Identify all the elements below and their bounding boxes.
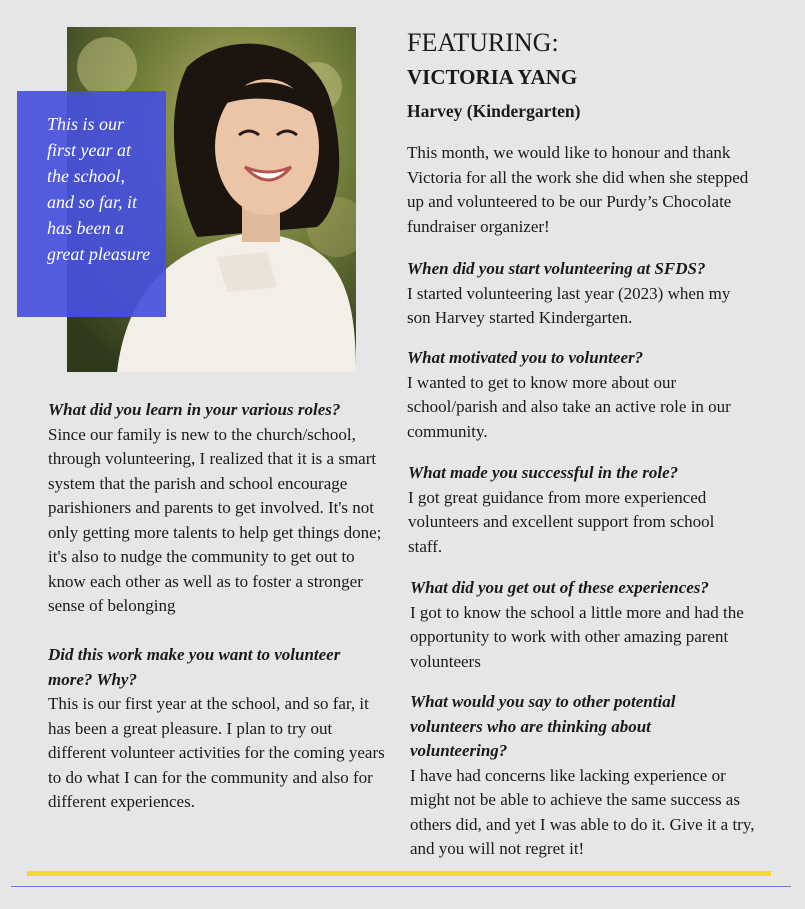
child-name: Harvey (Kindergarten)	[407, 101, 581, 121]
volunteer-name: VICTORIA YANG	[407, 65, 578, 89]
answer: I got great guidance from more experienced volunteers and excellent support from school staff.	[408, 487, 715, 556]
answer: I wanted to get to know more about our school/parish and also take an active role in our community.	[407, 372, 731, 441]
qa-left-1	[48, 643, 388, 815]
intro-text: This month, we would like to honour and thank Victoria for all the work she did when she stepped up and volunteered to be our Purdy’s Chocolate fundraiser organizer!	[407, 143, 749, 236]
question: What did you get out of these experiences?	[410, 578, 709, 597]
answer: I started volunteering last year (2023) when my son Harvey started Kindergarten.	[407, 283, 731, 327]
question: When did you start volunteering at SFDS?	[407, 259, 706, 278]
pull-quote-box	[17, 91, 166, 317]
qa-right-3	[410, 576, 755, 674]
question: What would you say to other potential volunteers who are thinking about volunteering?	[410, 692, 676, 760]
question: What did you learn in your various roles?	[48, 400, 341, 419]
answer: I have had concerns like lacking experience or might not be able to achieve the same success as others did, and yet I was able to do it. Give it a try, and you will not regret it!	[410, 765, 755, 858]
question: Did this work make you want to volunteer more? Why?	[48, 645, 341, 689]
intro-block	[407, 141, 752, 239]
qa-left-0	[48, 398, 383, 619]
qa-right-0	[407, 257, 752, 331]
answer: This is our first year at the school, and so far, it has been a great pleasure. I plan to try out different volunteer activities for the coming years to do what I can for the community and also for different experiences.	[48, 694, 385, 811]
feature-header	[407, 27, 752, 123]
question: What made you successful in the role?	[408, 463, 679, 482]
pull-quote: This is our first year at the school, and so far, it has been a great pleasure	[47, 114, 151, 264]
qa-right-1	[407, 346, 752, 444]
qa-right-4	[410, 690, 755, 862]
featuring-label: FEATURING:	[407, 28, 559, 57]
answer: Since our family is new to the church/school, through volunteering, I realized that it is a smart system that the parish and school encourage parishioners and parents to get involved. It's not only getting more talents to help get things done; it's also to nudge the community to get out to know each other as well as to foster a stronger sense of belonging	[48, 424, 382, 615]
footer-yellow-rule	[27, 871, 771, 876]
question: What motivated you to volunteer?	[407, 348, 644, 367]
footer-blue-rule	[11, 886, 791, 887]
qa-right-2	[408, 461, 738, 559]
answer: I got to know the school a little more and had the opportunity to work with other amazing parent volunteers	[410, 602, 744, 671]
